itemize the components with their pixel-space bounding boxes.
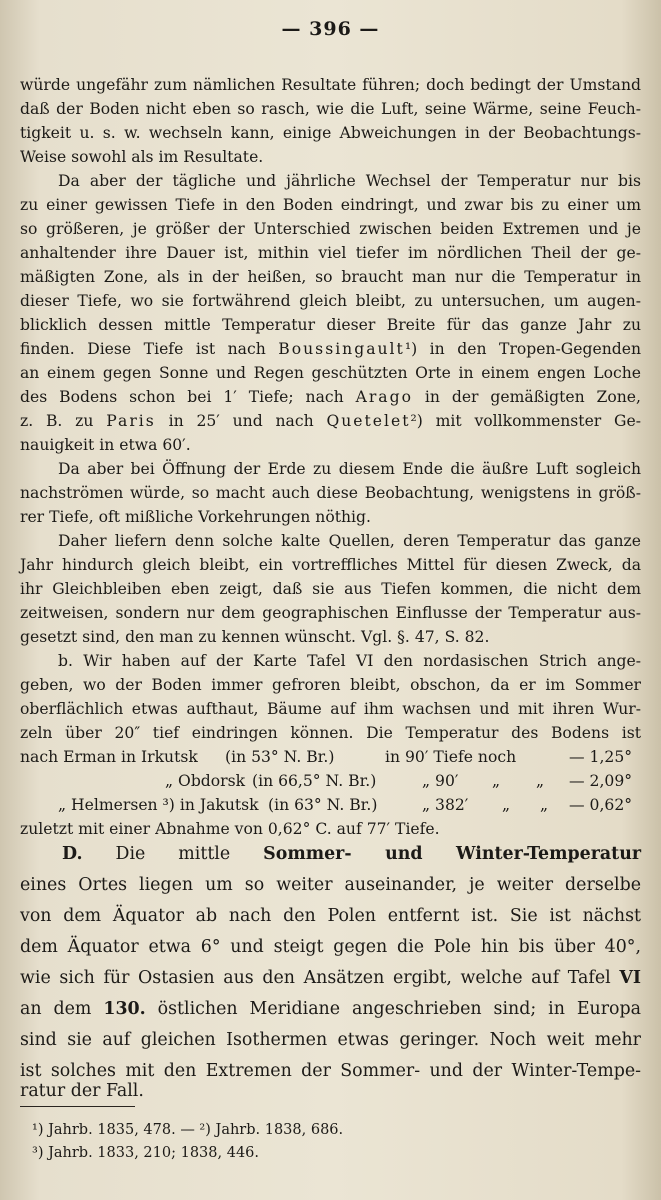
- measurement-value: — 2,09°: [569, 772, 633, 790]
- paragraph-start-line: Daher liefern denn solche kalte Quellen, deren Temperatur das ganze: [58, 532, 641, 550]
- text-line: z. B. zu Paris in 25′ und nach Quetelet²) mit vollkommenster Ge-: [20, 412, 642, 430]
- text-line: ratur der Fall.: [20, 1081, 144, 1101]
- paragraph-start-line: Da aber bei Öffnung der Erde zu diesem Ende die äußre Luft sogleich: [58, 460, 641, 478]
- text-line: dieser Tiefe, wo sie fortwährend gleich bleibt, zu untersuchen, um augen-: [20, 292, 641, 310]
- text-line: dem Äquator etwa 6° und steigt gegen die Pole hin bis über 40°,: [20, 937, 641, 957]
- text-line: sind sie auf gleichen Isothermen etwas geringer. Noch weit mehr: [20, 1030, 641, 1050]
- author-name: Arago: [355, 388, 413, 406]
- paragraph-start-line: b. Wir haben auf der Karte Tafel VI den nordasischen Strich ange-: [58, 652, 641, 670]
- text-line: eines Ortes liegen um so weiter auseinander, je weiter derselbe: [20, 875, 641, 895]
- text-line: oberflächlich etwas aufthaut, Bäume auf ihm wachsen und mit ihren Wur-: [20, 700, 641, 718]
- measurement-latitude: (in 66,5° N. Br.): [252, 772, 377, 790]
- text-line: zuletzt mit einer Abnahme von 0,62° C. auf 77′ Tiefe.: [20, 820, 440, 838]
- section-title: Sommer- und Winter-Temperatur: [263, 844, 641, 864]
- text-line: Jahr hindurch gleich bleibt, ein vortreffliches Mittel für diesen Zweck, da: [20, 556, 641, 574]
- text-line: zu einer gewissen Tiefe in den Boden eindringt, und zwar bis zu einer um: [20, 196, 641, 214]
- measurement-value: — 0,62°: [569, 796, 633, 814]
- measurement-depth: „ 90′: [422, 772, 459, 790]
- measurement-depth: in 90′ Tiefe noch: [385, 748, 517, 766]
- measurement-depth: „ 382′: [422, 796, 469, 814]
- measurement-latitude: (in 53° N. Br.): [225, 748, 335, 766]
- ditto-mark: „: [492, 772, 501, 790]
- page-number: — 396 —: [281, 18, 380, 40]
- text-line: nauigkeit in etwa 60′.: [20, 436, 191, 454]
- text-line: nachströmen würde, so macht auch diese Beobachtung, wenigstens in größ-: [20, 484, 641, 502]
- paragraph-start-line: Da aber der tägliche und jährliche Wechsel der Temperatur nur bis: [58, 172, 641, 190]
- footnote: ³) Jahrb. 1833, 210; 1838, 446.: [32, 1145, 260, 1161]
- measurement-place: nach Erman in Irkutsk: [20, 748, 198, 766]
- ditto-mark: „: [540, 796, 549, 814]
- section-letter: D.: [62, 844, 83, 864]
- text-line: des Bodens schon bei 1′ Tiefe; nach Arago in der gemäßigten Zone,: [20, 388, 641, 406]
- text-line: daß der Boden nicht eben so rasch, wie die Luft, seine Wärme, seine Feuch-: [20, 100, 641, 118]
- text-line: blicklich dessen mittle Temperatur dieser Breite für das ganze Jahr zu: [20, 316, 641, 334]
- text-line: ihr Gleichbleiben eben zeigt, daß sie aus Tiefen kommen, die nicht dem: [20, 580, 641, 598]
- footnote: ¹) Jahrb. 1835, 478. — ²) Jahrb. 1838, 686.: [32, 1122, 344, 1138]
- ditto-mark: „: [536, 772, 545, 790]
- text-line: an einem gegen Sonne und Regen geschützten Orte in einem engen Loche: [20, 364, 641, 382]
- text-line: mäßigten Zone, als in der heißen, so braucht man nur die Temperatur in: [20, 268, 641, 286]
- ditto-mark: „: [502, 796, 511, 814]
- text-line: so größeren, je größer der Unterschied zwischen beiden Extremen und je: [20, 220, 641, 238]
- text-line: wie sich für Ostasien aus den Ansätzen ergibt, welche auf Tafel VI: [20, 968, 642, 988]
- measurement-latitude: (in 63° N. Br.): [268, 796, 378, 814]
- place-name: Paris: [106, 412, 156, 430]
- measurement-place: „ Helmersen ³) in Jakutsk: [58, 796, 259, 814]
- text-line: gesetzt sind, den man zu kennen wünscht. Vgl. §. 47, S. 82.: [20, 628, 490, 646]
- text-line: finden. Diese Tiefe ist nach Boussingault¹) in den Tropen-Gegenden: [20, 340, 641, 358]
- author-name: Quetelet: [326, 412, 411, 430]
- section-heading-line: D. Die mittle Sommer- und Winter-Temperatur: [62, 844, 641, 864]
- text-line: zeln über 20″ tief eindringen können. Die Temperatur des Bodens ist: [20, 724, 641, 742]
- text-line: zeitweisen, sondern nur dem geographischen Einflusse der Temperatur aus-: [20, 604, 641, 622]
- text-line: Weise sowohl als im Resultate.: [20, 148, 264, 166]
- text-line: tigkeit u. s. w. wechseln kann, einige Abweichungen in der Beobachtungs-: [20, 124, 641, 142]
- text-line: würde ungefähr zum nämlichen Resultate führen; doch bedingt der Umstand: [20, 76, 641, 94]
- text-line: anhaltender ihre Dauer ist, mithin viel tiefer im nördlichen Theil der ge-: [20, 244, 641, 262]
- measurement-place: „ Obdorsk: [165, 772, 246, 790]
- text-line: geben, wo der Boden immer gefroren bleibt, obschon, da er im Sommer: [20, 676, 641, 694]
- text-line: an dem 130. östlichen Meridiane angeschrieben sind; in Europa: [20, 999, 642, 1019]
- footnote-divider: [20, 1106, 135, 1107]
- text-line: ist solches mit den Extremen der Sommer- und der Winter-Tempe-: [20, 1061, 641, 1081]
- measurement-value: — 1,25°: [569, 748, 633, 766]
- text-line: rer Tiefe, oft mißliche Vorkehrungen nöthig.: [20, 508, 371, 526]
- author-name: Boussingault: [278, 340, 405, 358]
- text-line: von dem Äquator ab nach den Polen entfernt ist. Sie ist nächst: [20, 906, 641, 926]
